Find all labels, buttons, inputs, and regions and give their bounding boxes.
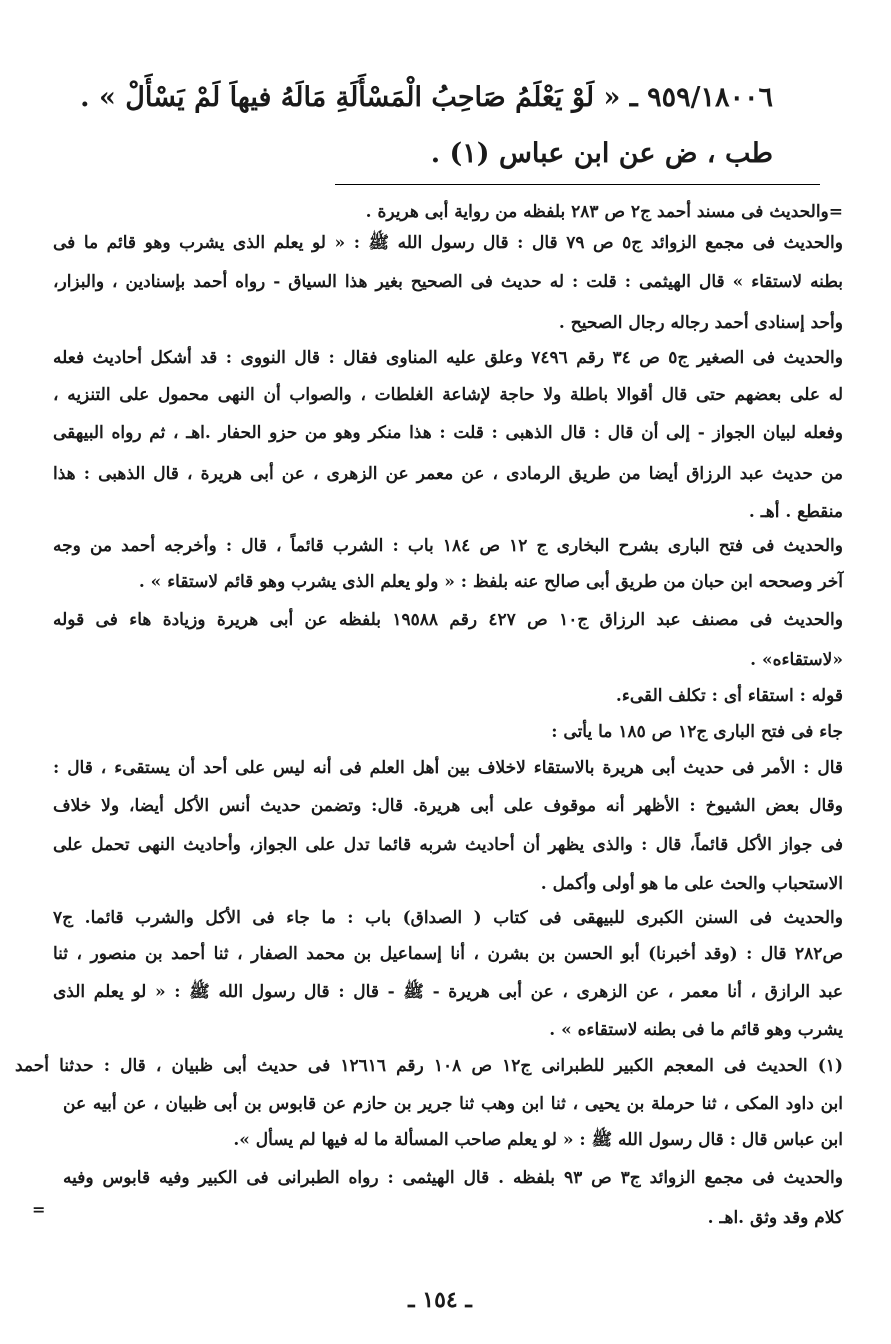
commentary-line: قال : الأمر فى حديث أبى هريرة بالاستقاء لاخلاف بين أهل العلم فى أنه ليس على أحد أن يستقىء ، قال : bbox=[53, 758, 843, 778]
commentary-line: من حديث عبد الرزاق أيضا من طريق الرمادى ، عن معمر عن الزهرى ، عن أبى هريرة ، قال الذهبى : هذا bbox=[53, 464, 843, 484]
continuation-mark: = bbox=[32, 1200, 46, 1219]
commentary-line: له على بعضهم حتى قال أقوالا باطلة ولا حاجة لإشاعة الغلطات ، والصواب أن النهى محمول على التنزيه ، bbox=[53, 385, 843, 405]
hadith-text: ٩٥٩/١٨٠٠٦ ـ « لَوْ يَعْلَمُ صَاحِبُ الْمَسْأَلَةِ مَالَهُ فيهاَ لَمْ يَسْأَلْ » . bbox=[80, 82, 773, 113]
footnote-divider bbox=[335, 184, 820, 185]
commentary-line: منقطع . أهـ . bbox=[748, 502, 843, 522]
footnote-line: ابن داود المكى ، ثنا حرملة بن يحيى ، ثنا ابن وهب ثنا جرير بن حازم عن قابوس بن أبى ظبيان ، عن أبيه عن bbox=[63, 1094, 843, 1114]
commentary-line: وأحد إسنادى أحمد رجاله رجال الصحيح . bbox=[558, 313, 843, 333]
commentary-line: =والحديث فى مسند أحمد ج٢ ص ٢٨٣ بلفظه من رواية أبى هريرة . bbox=[365, 202, 843, 222]
commentary-line: آخر وصححه ابن حبان من طريق أبى صالح عنه بلفظ : « ولو يعلم الذى يشرب وهو قائم لاستقاء » . bbox=[138, 572, 843, 592]
footnote-line: كلام وقد وثق .اهـ . bbox=[707, 1208, 843, 1228]
commentary-line: عبد الرازق ، أنا معمر ، عن الزهرى ، عن أبى هريرة - ﷺ - قال : قال رسول الله ﷺ : « لو يعلم الذى bbox=[53, 982, 843, 1002]
commentary-line: الاستحباب والحث على ما هو أولى وأكمل . bbox=[540, 874, 843, 894]
commentary-line: وفعله لبيان الجواز - إلى أن قال : قال الذهبى : قلت : هذا منكر وهو من حزو الحفار .اهـ ، ثم رواه البيهقى bbox=[53, 423, 843, 443]
hadith-source: طب ، ض عن ابن عباس (١) . bbox=[430, 138, 773, 169]
commentary-line: يشرب وهو قائم ما فى بطنه لاستقاءه » . bbox=[549, 1020, 843, 1040]
commentary-line: والحديث فى مصنف عبد الرزاق ج١٠ ص ٤٢٧ رقم ١٩٥٨٨ بلفظه عن أبى هريرة وزيادة هاء فى قوله bbox=[53, 610, 843, 630]
commentary-line: والحديث فى الصغير ج٥ ص ٣٤ رقم ٧٤٩٦ وعلق عليه المناوى فقال : قال النووى : قد أشكل أحاديث فعله bbox=[53, 348, 843, 368]
commentary-line: والحديث فى السنن الكبرى للبيهقى فى كتاب ( الصداق) باب : ما جاء فى الأكل والشرب قائما. ج٧ bbox=[53, 908, 843, 928]
commentary-line: «لاستقاءه» . bbox=[750, 650, 843, 670]
commentary-line: جاء فى فتح البارى ج١٢ ص ١٨٥ ما يأتى : bbox=[551, 722, 843, 742]
page-number: ـ ١٥٤ ـ bbox=[408, 1287, 472, 1313]
commentary-line: وقال بعض الشيوخ : الأظهر أنه موقوف على أبى هريرة. قال: وتضمن حديث أنس الأكل أيضا، ولا خلاف bbox=[53, 796, 843, 816]
commentary-line: فى جواز الأكل قائماً، قال : والذى يظهر أن أحاديث شربه قائما تدل على الجواز، وأحاديث النهى تحمل على bbox=[53, 835, 843, 855]
commentary-line: والحديث فى فتح البارى بشرح البخارى ج ١٢ ص ١٨٤ باب : الشرب قائماً ، قال : وأخرجه أحمد من وجه bbox=[53, 536, 843, 556]
commentary-line: قوله : استقاء أى : تكلف القىء. bbox=[615, 686, 843, 706]
commentary-line: بطنه لاستقاء » قال الهيثمى : قلت : له حديث فى الصحيح بغير هذا السياق - رواه أحمد بإسنادين ، والبزار، bbox=[53, 272, 843, 292]
footnote-line: (١) الحديث فى المعجم الكبير للطبرانى ج١٢ ص ١٠٨ رقم ١٢٦١٦ فى حديث أبى ظبيان ، قال : حدثنا أحمد bbox=[15, 1056, 843, 1076]
footnote-line: والحديث فى مجمع الزوائد ج٣ ص ٩٣ بلفظه . قال الهيثمى : رواه الطبرانى فى الكبير وفيه قابوس وفيه bbox=[63, 1168, 843, 1188]
commentary-line: ص٢٨٢ قال : (وقد أخبرنا) أبو الحسن بن بشرن ، أنا إسماعيل بن محمد الصفار ، ثنا أحمد بن منصور ، ثنا bbox=[53, 944, 843, 964]
footnote-line: ابن عباس قال : قال رسول الله ﷺ : « لو يعلم صاحب المسألة ما له فيها لم يسأل ». bbox=[233, 1130, 843, 1150]
commentary-line: والحديث فى مجمع الزوائد ج٥ ص ٧٩ قال : قال رسول الله ﷺ : « لو يعلم الذى يشرب وهو قائم ما فى bbox=[53, 233, 843, 253]
